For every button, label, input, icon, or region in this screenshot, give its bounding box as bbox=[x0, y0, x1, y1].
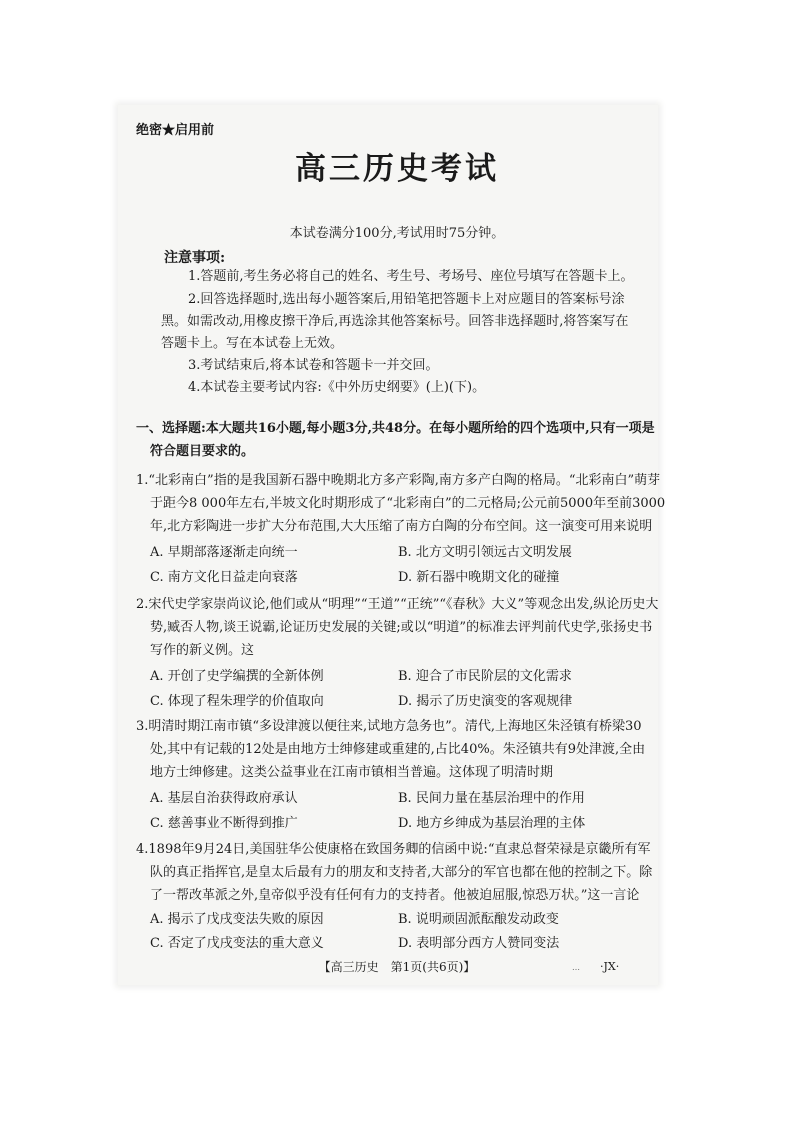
q4-stem-line-3: 了一帮改革派之外,皇帝似乎没有任何有力的支持者。他被迫屈服,惊恐万状。”这一言论 bbox=[150, 888, 640, 903]
q1-option-a: A. 早期部落逐渐走向统一 bbox=[150, 545, 298, 560]
q4-option-a: A. 揭示了戊戌变法失败的原因 bbox=[150, 912, 324, 927]
exam-subtitle: 本试卷满分100分,考试用时75分钟。 bbox=[289, 226, 505, 241]
q3-option-b: B. 民间力量在基层治理中的作用 bbox=[398, 791, 585, 806]
q2-stem-line-3: 写作的新义例。这 bbox=[150, 643, 255, 658]
q3-option-d: D. 地方乡绅成为基层治理的主体 bbox=[398, 816, 586, 831]
q3-stem-line-3: 地方士绅修建。这类公益事业在江南市镇相当普遍。这体现了明清时期 bbox=[150, 765, 554, 780]
footer-code: ·JX· bbox=[600, 960, 620, 973]
notice-line-2: 2.回答选择题时,选出每小题答案后,用铅笔把答题卡上对应题目的答案标号涂 bbox=[188, 292, 625, 307]
q3-stem-line-1: 3.明清时期江南市镇“多设津渡以便往来,试地方急务也”。清代,上海地区朱泾镇有桥梁30 bbox=[136, 719, 642, 734]
q4-option-c: C. 否定了戊戌变法的重大意义 bbox=[150, 936, 324, 951]
notice-line-5: 3.考试结束后,将本试卷和答题卡一并交回。 bbox=[188, 358, 439, 373]
q1-option-b: B. 北方文明引领远古文明发展 bbox=[398, 545, 572, 560]
q3-option-a: A. 基层自治获得政府承认 bbox=[150, 791, 298, 806]
notice-heading: 注意事项: bbox=[164, 250, 226, 266]
section-heading-line-1: 一、选择题:本大题共16小题,每小题3分,共48分。在每小题所给的四个选项中,只有一项是 bbox=[136, 421, 655, 436]
q2-stem-line-2: 势,臧否人物,谈王说霸,论证历史发展的关键;或以“明道”的标准去评判前代史学,张扬史书 bbox=[150, 620, 653, 635]
notice-line-6: 4.本试卷主要考试内容:《中外历史纲要》(上)(下)。 bbox=[188, 380, 486, 395]
exam-title: 高三历史考试 bbox=[295, 151, 499, 187]
notice-line-1: 1.答题前,考生务必将自己的姓名、考生号、考场号、座位号填写在答题卡上。 bbox=[188, 269, 634, 284]
q4-stem-line-1: 4.1898年9月24日,美国驻华公使康格在致国务卿的信函中说:“直隶总督荣禄是京畿所有军 bbox=[136, 842, 651, 857]
q2-option-c: C. 体现了程朱理学的价值取向 bbox=[150, 694, 324, 709]
q3-option-c: C. 慈善事业不断得到推广 bbox=[150, 816, 298, 831]
notice-line-4: 答题卡上。写在本试卷上无效。 bbox=[161, 336, 344, 351]
q2-option-a: A. 开创了史学编撰的全新体例 bbox=[150, 669, 324, 684]
q4-stem-line-2: 队的真正指挥官,是皇太后最有力的朋友和支持者,大部分的军官也都在他的控制之下。除 bbox=[150, 865, 653, 880]
q1-option-c: C. 南方文化日益走向衰落 bbox=[150, 570, 298, 585]
q1-stem-line-3: 年,北方彩陶进一步扩大分布范围,大大压缩了南方白陶的分布空间。这一演变可用来说明 bbox=[150, 519, 653, 534]
q1-stem-line-2: 于距今8 000年左右,半坡文化时期形成了“北彩南白”的二元格局;公元前5000年至前3000 bbox=[150, 496, 666, 511]
q1-option-d: D. 新石器中晚期文化的碰撞 bbox=[398, 570, 560, 585]
secret-mark: 绝密★启用前 bbox=[136, 123, 215, 138]
section-heading-line-2: 符合题目要求的。 bbox=[150, 444, 255, 459]
q2-option-b: B. 迎合了市民阶层的文化需求 bbox=[398, 669, 572, 684]
q1-stem-line-1: 1.“北彩南白”指的是我国新石器中晚期北方多产彩陶,南方多产白陶的格局。“北彩南白”萌芽 bbox=[136, 473, 661, 488]
q4-option-d: D. 表明部分西方人赞同变法 bbox=[398, 936, 560, 951]
footer-small-mark: … bbox=[572, 963, 580, 972]
notice-line-3: 黑。如需改动,用橡皮擦干净后,再选涂其他答案标号。回答非选择题时,将答案写在 bbox=[161, 314, 629, 329]
q3-stem-line-2: 处,其中有记载的12处是由地方士绅修建或重建的,占比40%。朱泾镇共有9处津渡,全由 bbox=[150, 742, 646, 757]
q4-option-b: B. 说明顽固派酝酿发动政变 bbox=[398, 912, 559, 927]
q2-option-d: D. 揭示了历史演变的客观规律 bbox=[398, 694, 573, 709]
q2-stem-line-1: 2.宋代史学家崇尚议论,他们或从“明理”“王道”“正统”“《春秋》大义”等观念出发,纵论历史大 bbox=[136, 597, 659, 612]
page-footer: 【高三历史 第1页(共6页)】 bbox=[318, 960, 476, 974]
